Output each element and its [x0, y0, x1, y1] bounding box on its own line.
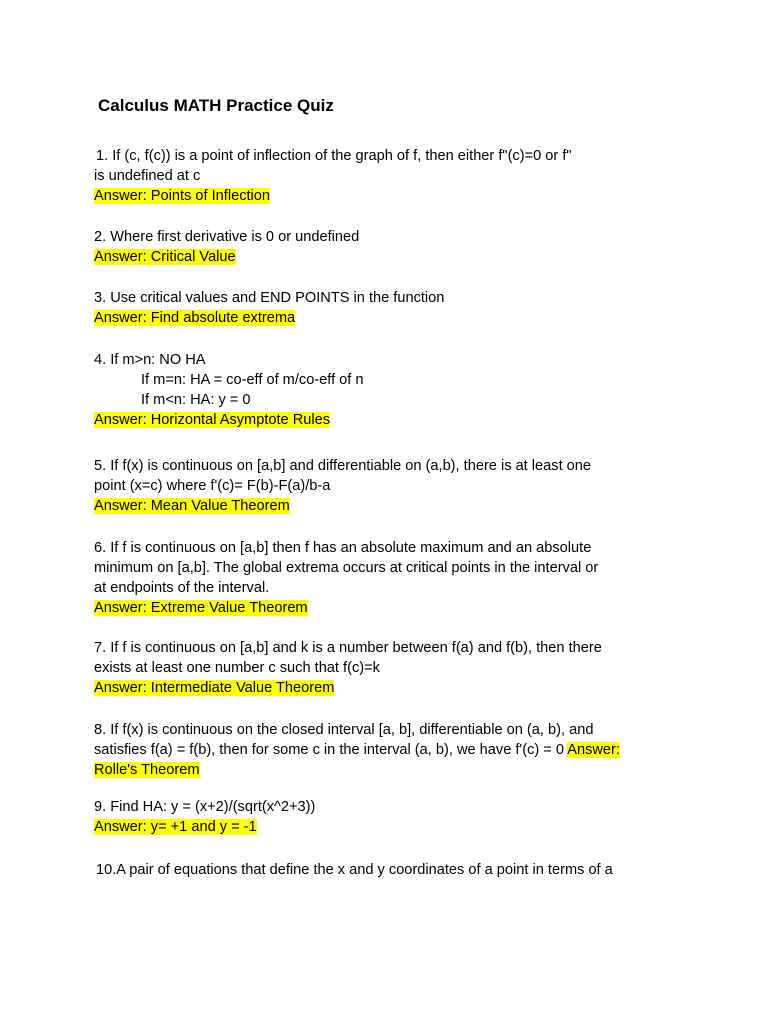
question-text: 1. If (c, f(c)) is a point of inflection of the graph of f, then either f"(c)=0 or f" — [96, 148, 572, 164]
question-2 — [94, 227, 664, 267]
question-8 — [94, 720, 664, 780]
question-text: point (x=c) where f'(c)= F(b)-F(a)/b-a — [94, 478, 331, 494]
question-text: 6. If f is continuous on [a,b] then f has an absolute maximum and an absolute — [94, 540, 592, 556]
question-text: 2. Where first derivative is 0 or undefined — [94, 229, 360, 245]
question-9 — [94, 797, 664, 837]
answer-highlight: Answer: y= +1 and y = -1 — [94, 819, 257, 835]
answer-highlight: Answer: Points of Inflection — [94, 188, 271, 204]
question-text: exists at least one number c such that f(c)=k — [94, 660, 380, 676]
question-6 — [94, 538, 664, 618]
question-text: 3. Use critical values and END POINTS in the function — [94, 290, 445, 306]
question-10 — [94, 860, 664, 880]
question-4 — [94, 350, 664, 430]
question-1 — [94, 146, 664, 206]
answer-highlight: Answer: — [567, 742, 620, 758]
question-text: 7. If f is continuous on [a,b] and k is a number between f(a) and f(b), then there — [94, 640, 602, 656]
answer-highlight: Answer: Extreme Value Theorem — [94, 600, 308, 616]
answer-highlight: Answer: Critical Value — [94, 249, 236, 265]
question-text: 4. If m>n: NO HA — [94, 352, 206, 368]
question-text: 5. If f(x) is continuous on [a,b] and differentiable on (a,b), there is at least one — [94, 458, 592, 474]
answer-highlight: Answer: Horizontal Asymptote Rules — [94, 412, 331, 428]
question-5 — [94, 456, 664, 516]
page-title: Calculus MATH Practice Quiz — [98, 96, 334, 115]
question-7 — [94, 638, 664, 698]
question-text: If m<n: HA: y = 0 — [141, 392, 251, 408]
question-text: minimum on [a,b]. The global extrema occurs at critical points in the interval or — [94, 560, 599, 576]
answer-highlight: Answer: Mean Value Theorem — [94, 498, 290, 514]
question-text: 10.A pair of equations that define the x and y coordinates of a point in terms of a — [96, 862, 613, 878]
question-text: If m=n: HA = co-eff of m/co-eff of n — [141, 372, 364, 388]
answer-highlight: Answer: Intermediate Value Theorem — [94, 680, 335, 696]
question-text: is undefined at c — [94, 168, 201, 184]
answer-highlight: Rolle's Theorem — [94, 762, 200, 778]
question-text: satisfies f(a) = f(b), then for some c in the interval (a, b), we have f'(c) = 0 — [94, 742, 568, 758]
question-3 — [94, 288, 664, 328]
question-text: 9. Find HA: y = (x+2)/(sqrt(x^2+3)) — [94, 799, 316, 815]
question-text: at endpoints of the interval. — [94, 580, 270, 596]
question-text: 8. If f(x) is continuous on the closed interval [a, b], differentiable on (a, b), and — [94, 722, 594, 738]
answer-highlight: Answer: Find absolute extrema — [94, 310, 296, 326]
